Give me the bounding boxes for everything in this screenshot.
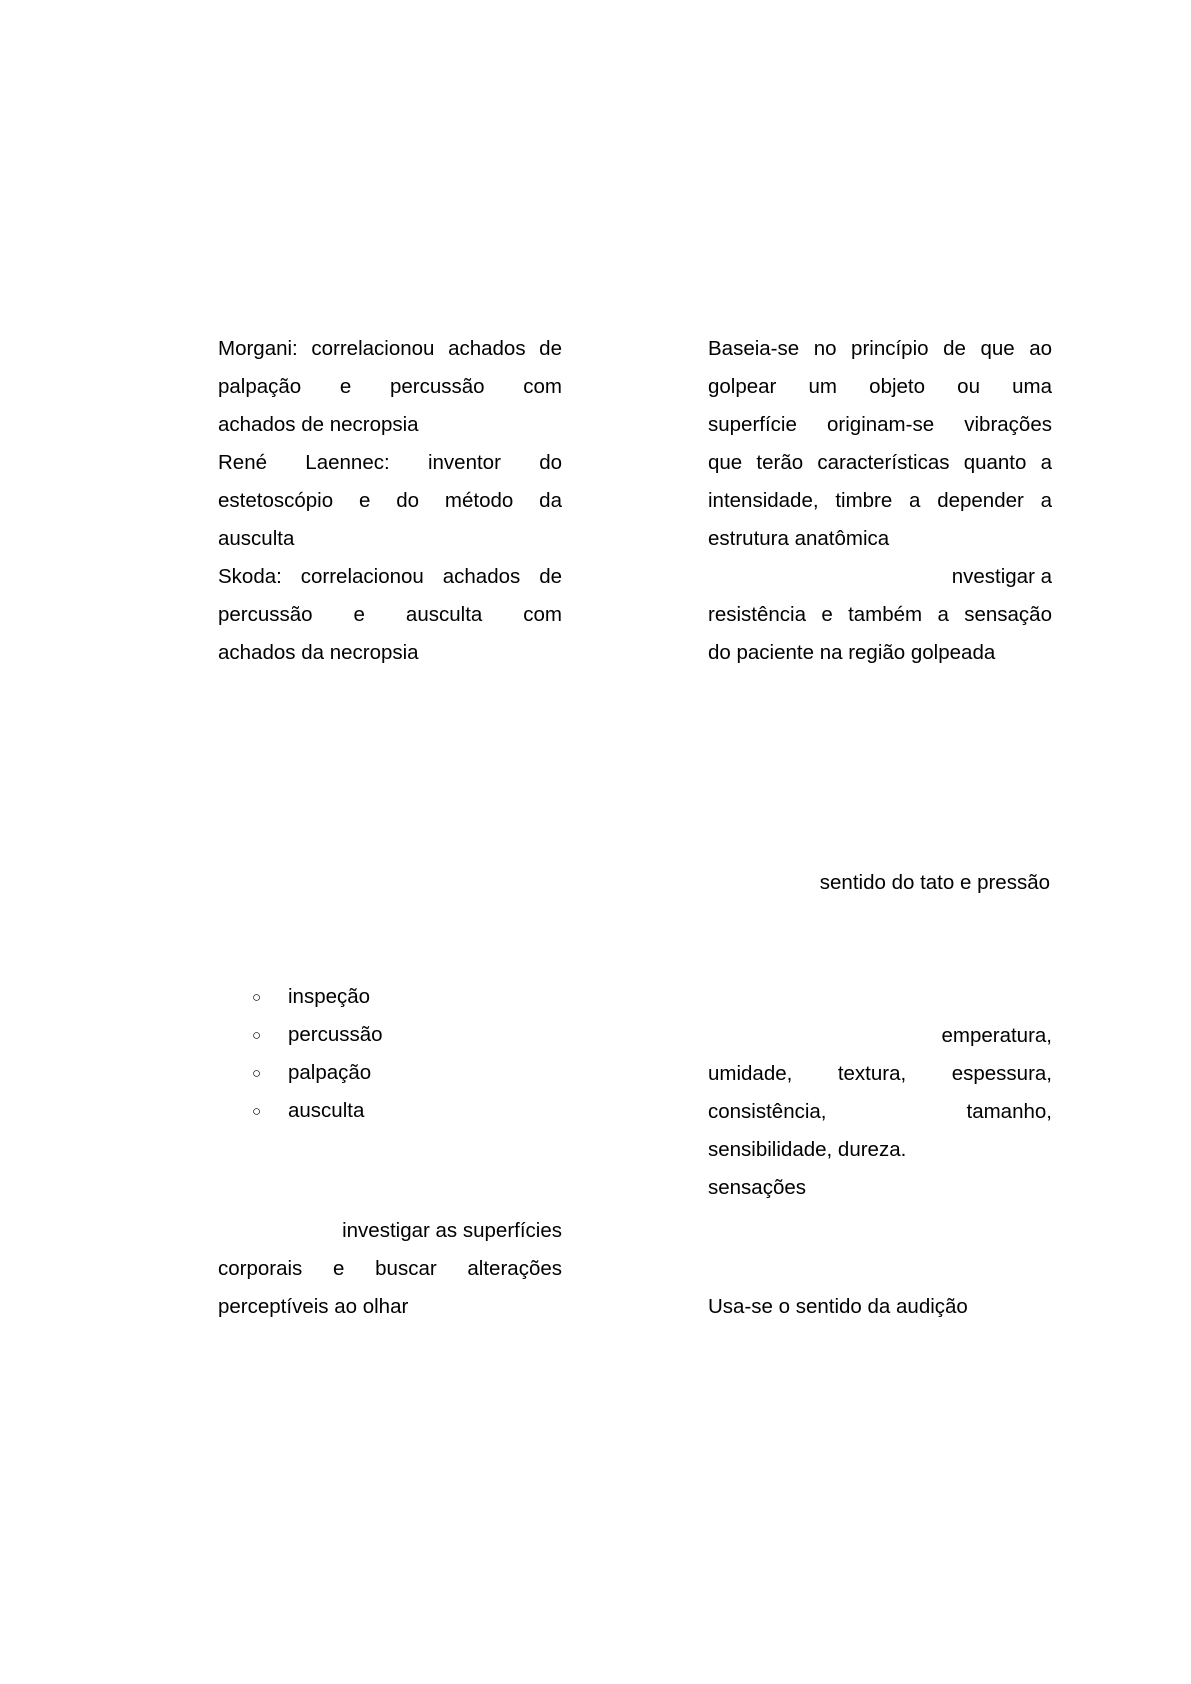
percussion-line: resistência e também a sensação <box>708 603 1052 626</box>
history-line: achados da necropsia <box>218 641 419 664</box>
list-item <box>252 1054 383 1092</box>
percussion-block <box>708 330 1052 672</box>
percussion-line: do paciente na região golpeada <box>708 641 996 664</box>
history-line: achados de necropsia <box>218 413 419 436</box>
history-line: estetoscópio e do método da <box>218 489 562 512</box>
palpation-feature-line: sensações <box>708 1176 807 1199</box>
inspection-line: investigar as superfícies <box>342 1219 562 1242</box>
auscultation-line: Usa-se o sentido da audição <box>708 1295 968 1318</box>
percussion-line: intensidade, timbre a depender a <box>708 489 1052 512</box>
palpation-sense-line: sentido do tato e pressão <box>819 871 1050 894</box>
history-line: ausculta <box>218 527 295 550</box>
percussion-line: Baseia-se no princípio de que ao <box>708 337 1052 360</box>
inspection-line: perceptíveis ao olhar <box>218 1295 409 1318</box>
palpation-feature-line: emperatura, <box>941 1024 1052 1047</box>
palpation-feature-line: sensibilidade, dureza. <box>708 1138 907 1161</box>
history-line: René Laennec: inventor do <box>218 451 562 474</box>
list-item <box>252 978 383 1016</box>
inspection-line: corporais e buscar alterações <box>218 1257 562 1280</box>
auscultation-block <box>708 1288 1052 1326</box>
percussion-line: superfície originam-se vibrações <box>708 413 1052 436</box>
history-block <box>218 330 562 672</box>
method-label: percussão <box>288 1023 383 1046</box>
method-label: palpação <box>288 1061 372 1084</box>
methods-list <box>252 978 383 1130</box>
method-label: ausculta <box>288 1099 365 1122</box>
history-line: percussão e ausculta com <box>218 603 562 626</box>
percussion-line: nvestigar a <box>951 565 1052 588</box>
percussion-line: que terão características quanto a <box>708 451 1052 474</box>
percussion-line: estrutura anatômica <box>708 527 890 550</box>
history-line: Skoda: correlacionou achados de <box>218 565 562 588</box>
inspection-block <box>218 1212 562 1326</box>
palpation-feature-line: consistência, tamanho, <box>708 1100 1052 1123</box>
bullet-icon: ○ <box>252 1103 262 1120</box>
palpation-features-block <box>708 1017 1052 1207</box>
percussion-line: golpear um objeto ou uma <box>708 375 1052 398</box>
history-line: Morgani: correlacionou achados de <box>218 337 562 360</box>
bullet-icon: ○ <box>252 989 262 1006</box>
method-label: inspeção <box>288 985 371 1008</box>
palpation-sense-block <box>706 864 1050 902</box>
palpation-feature-line: umidade, textura, espessura, <box>708 1062 1052 1085</box>
list-item <box>252 1016 383 1054</box>
bullet-icon: ○ <box>252 1027 262 1044</box>
list-item <box>252 1092 383 1130</box>
history-line: palpação e percussão com <box>218 375 562 398</box>
bullet-icon: ○ <box>252 1065 262 1082</box>
